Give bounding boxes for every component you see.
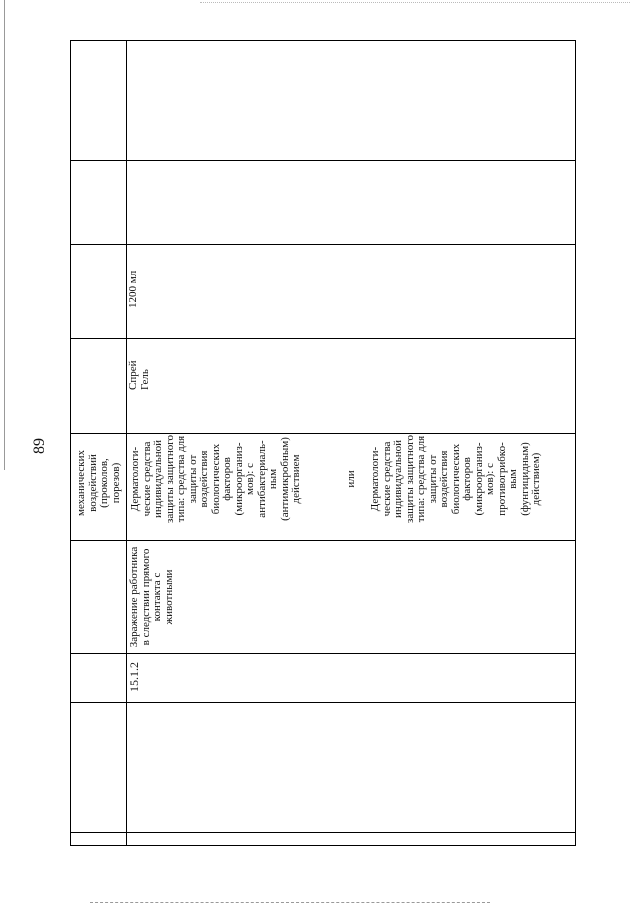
table-border-top [70, 40, 576, 41]
row-divider [70, 160, 576, 161]
column-divider [126, 40, 127, 846]
page-number: 89 [31, 438, 48, 454]
row-divider [70, 832, 576, 833]
ppe-or: или [345, 470, 357, 488]
form-cell: Спрей Гель [127, 360, 151, 390]
regulation-table [70, 40, 576, 846]
table-border-bottom [70, 845, 576, 846]
table-border-right [575, 40, 576, 846]
row-divider [70, 244, 576, 245]
row-divider [70, 653, 576, 654]
continuation-cell: механических воздействий (проколов, порезов) [75, 450, 122, 517]
ppe-part1: Дерматологи- ческие средства индивидуальной защиты защитного типа: средства для защиты от воздействия биологических факторов (микроорганиз- мов): с антибактериаль- ным (антимикробным) действием [129, 434, 302, 524]
scan-artifact-bottom [90, 902, 490, 903]
row-divider [70, 540, 576, 541]
table-border-left [70, 40, 71, 846]
row-number: 15.1.2 [127, 662, 141, 692]
row-divider [70, 702, 576, 703]
hazard-cell: Заражение работника в следствии прямого контакта с животными [128, 546, 175, 648]
ppe-part2: Дерматологи- ческие средства индивидуальной защиты защитного типа: средства для защиты от воздействия биологических факторов (микроорганиз- мов): с противогрибко- вым (фунгицидным) действием) [369, 434, 542, 524]
quantity-cell: 1200 мл [127, 270, 139, 308]
scan-artifact-left [4, 0, 5, 470]
scan-artifact-top [200, 2, 630, 3]
